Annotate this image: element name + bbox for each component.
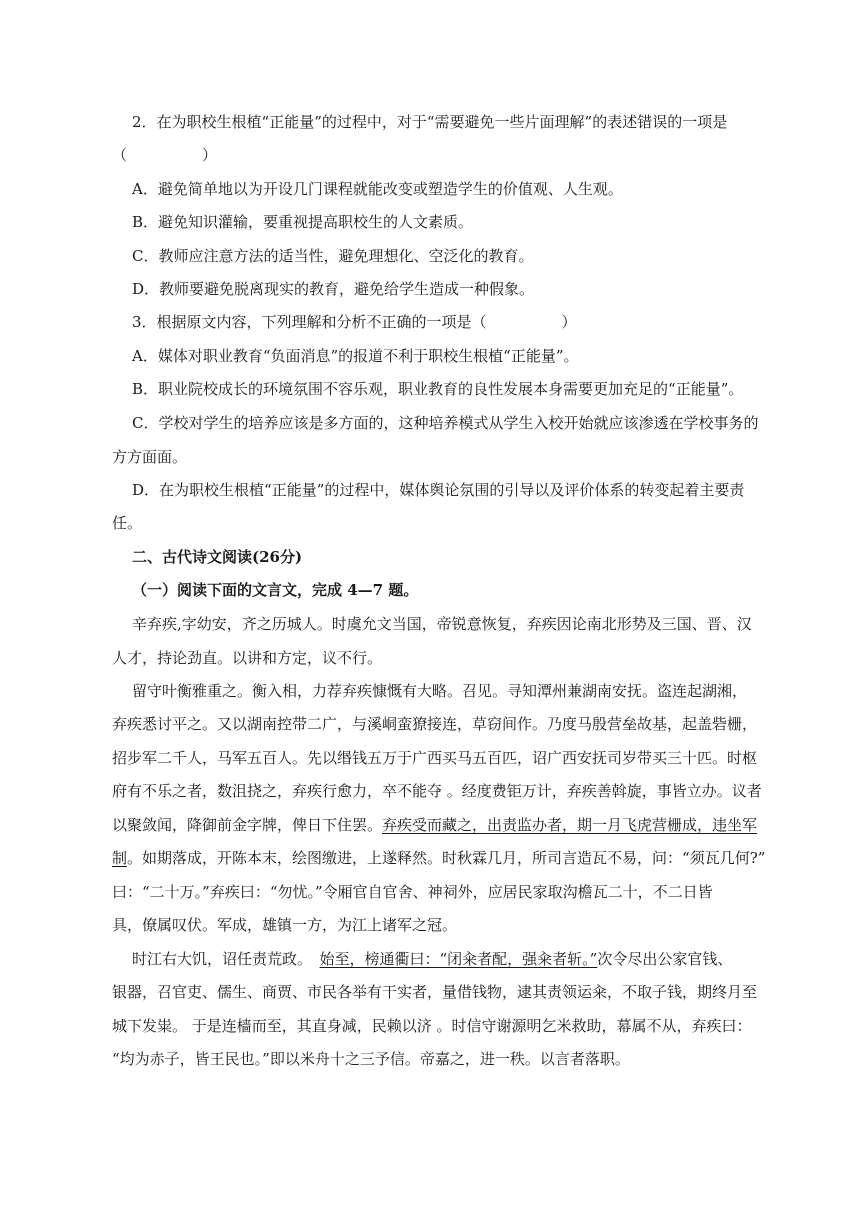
passage-p1-line2: 人才，持论劲直。以讲和方定，议不行。 — [112, 649, 383, 667]
q3-option-d-line2: 任。 — [112, 514, 143, 532]
passage-p2-line4: 府有不乐之者，数沮挠之，弃疾行愈力，卒不能夺 。经度费钜万计，弃疾善斡旋，事皆立办。议者 — [112, 782, 762, 800]
q2-stem: 2．在为职校生根植“正能量”的过程中，对于“需要避免一些片面理解”的表述错误的一项是 — [132, 113, 728, 131]
passage-p3-line1 — [132, 949, 762, 969]
underlined-sentence: 弃疾受而藏之，出责监办者，期一月飞虎营栅成，违坐军 — [382, 816, 758, 834]
q3-stem: 3．根据原文内容，下列理解和分析不正确的一项是（ ） — [132, 313, 577, 331]
q2-option-d: D．教师要避免脱离现实的教育，避免给学生造成一种假象。 — [132, 280, 535, 298]
q2-option-a: A．避免简单地以为开设几门课程就能改变或塑造学生的价值观、人生观。 — [132, 180, 623, 198]
q2-option-b: B．避免知识灌输，要重视提高职校生的人文素质。 — [132, 213, 474, 231]
section-heading: 二、古代诗文阅读(26分) — [132, 548, 303, 566]
q2-option-c: C．教师应注意方法的适当性，避免理想化、空泛化的教育。 — [132, 247, 534, 265]
passage-p3-line2: 银器，召官吏、儒生、商贾、市民各举有干实者，量借钱物，逮其责领运籴，不取子钱，期终月至 — [112, 983, 758, 1001]
underlined-sentence: 始至，榜通衢曰：“闭籴者配，强籴者斩。” — [319, 950, 598, 968]
passage-p2-line2: 弃疾悉讨平之。又以湖南控带二广，与溪峒蛮獠接连，草窃间作。乃度马殷营垒故基，起盖砦栅， — [112, 715, 758, 733]
q2-answer-blank: （ ） — [112, 146, 218, 164]
q3-option-a: A．媒体对职业教育“负面消息”的报道不利于职校生根植“正能量”。 — [132, 347, 579, 365]
q3-option-d-line1: D．在为职校生根植“正能量”的过程中，媒体舆论氛围的引导以及评价体系的转变起着主要责 — [132, 481, 745, 499]
passage-p2-line5 — [112, 815, 762, 835]
passage-p3-line3: 城下发粜。 于是连樯而至，其直身减，民赖以济 。时信守谢源明乞米救助，幕属不从，弃疾曰： — [112, 1017, 752, 1035]
passage-p2-line6 — [112, 848, 766, 868]
passage-text: 次令尽出公家官钱、 — [597, 950, 733, 968]
passage-text: 以聚敛闻，降御前金字牌，俾日下住罢。 — [112, 816, 383, 834]
passage-p2-line8: 具，僚属叹伏。军成，雄镇一方，为江上诸军之冠。 — [112, 916, 458, 934]
passage-text: 时江右大饥，诏任责荒政。 — [132, 950, 320, 968]
passage-p2-line3: 招步军二千人，马军五百人。先以缗钱五万于广西买马五百匹，诏广西安抚司岁带买三十匹。时枢 — [112, 749, 758, 767]
passage-p1-line1: 辛弃疾,字幼安，齐之历城人。时虞允文当国，帝锐意恢复，弃疾因论南北形势及三国、晋、汉 — [132, 615, 752, 633]
passage-p3-line4: “均为赤子，皆王民也。”即以米舟十之三予信。帝嘉之，进一秩。以言者落职。 — [112, 1050, 630, 1068]
underlined-sentence-end: 制 — [112, 849, 128, 867]
q3-option-c-line2: 方方面面。 — [112, 448, 188, 466]
passage-p2-line1: 留守叶衡雅重之。衡入相，力荐弃疾慷慨有大略。召见。寻知潭州兼湖南安抚。盗连起湖湘， — [132, 682, 748, 700]
passage-p2-line7: 曰：“二十万。”弃疾曰：“勿忧。”令厢官自官舍、神祠外，应居民家取沟檐瓦二十，不二日皆 — [112, 883, 713, 901]
section-subheading: （一）阅读下面的文言文，完成 4—7 题。 — [132, 581, 419, 599]
q3-option-b: B．职业院校成长的环境氛围不容乐观，职业教育的良性发展本身需要更加充足的“正能量”。 — [132, 380, 744, 398]
q3-option-c-line1: C．学校对学生的培养应该是多方面的，这种培养模式从学生入校开始就应该渗透在学校事务的 — [132, 414, 759, 432]
passage-text: 。如期落成，开陈本末，绘图缴进，上遂释然。时秋霖几月，所司言造瓦不易，问：“须瓦几何?” — [127, 849, 766, 867]
